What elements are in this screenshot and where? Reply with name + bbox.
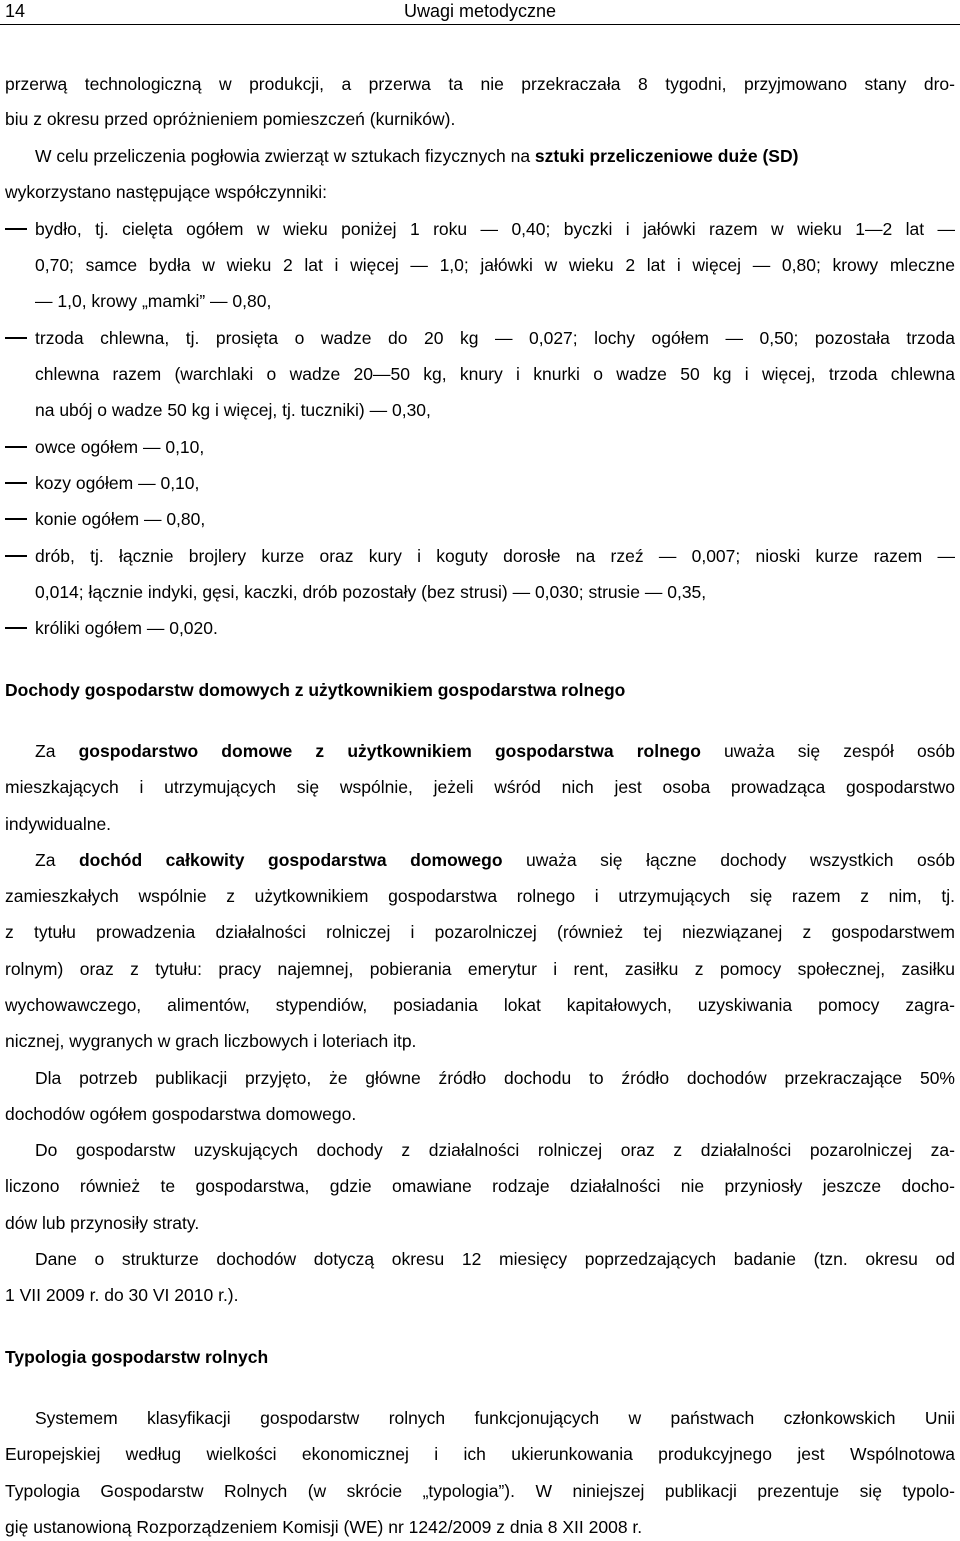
text-line: Dane o strukturze dochodów dotyczą okresu 12 miesięcy poprzedzających badanie (tzn. okresu od [35,1249,955,1269]
text-line: zamieszkałych wspólnie z użytkownikiem gospodarstwa rolnego i utrzymujących się razem z nim, tj. [5,886,955,906]
section-heading: Typologia gospodarstw rolnych [5,1347,269,1367]
text-line: biu z okresu przed opróżnieniem pomieszczeń (kurników). [5,109,456,129]
bold-term: sztuki przeliczeniowe duże (SD) [534,146,799,166]
text-line: wychowawczego, alimentów, stypendiów, posiadania lokat kapitałowych, uzyskiwania pomocy zagra- [5,995,955,1015]
list-dash [5,555,27,557]
text-line: mieszkających i utrzymujących się wspólnie, jeżeli wśród nich jest osoba prowadząca gospodarstwo [5,777,955,797]
list-item-line: trzoda chlewna, tj. prosięta o wadze do 20 kg — 0,027; lochy ogółem — 0,50; pozostała trzoda [35,328,955,348]
list-item-line: kozy ogółem — 0,10, [35,473,200,493]
list-item-line: bydło, tj. cielęta ogółem w wieku poniżej 1 roku — 0,40; byczki i jałówki razem w wieku 1—2 lat — [35,219,955,239]
text-line: wykorzystano następujące współczynniki: [5,182,327,202]
list-item-line: króliki ogółem — 0,020. [35,618,218,638]
text-line: Dla potrzeb publikacji przyjęto, że główne źródło dochodu to źródło dochodów przekraczające 50% [35,1068,955,1088]
text-line: dów lub przynosiły straty. [5,1213,200,1233]
text-line: liczono również te gospodarstwa, gdzie omawiane rodzaje działalności nie przyniosły jeszcze docho- [5,1176,955,1196]
text-line: rolnym) oraz z tytułu: pracy najemnej, pobierania emerytur i rent, zasiłku z pomocy społecznej, zasiłku [5,959,955,979]
text-line: W celu przeliczenia pogłowia zwierząt w sztukach fizycznych na sztuki przeliczeniowe duże (SD) [35,146,799,166]
text-line: gię ustanowioną Rozporządzeniem Komisji (WE) nr 1242/2009 z dnia 8 XII 2008 r. [5,1517,643,1537]
running-title: Uwagi metodyczne [403,1,557,21]
text-line: Za dochód całkowity gospodarstwa domowego uważa się łączne dochody wszystkich osób [35,850,955,870]
bold-term: dochód całkowity gospodarstwa domowego [78,850,503,870]
bold-term: gospodarstwo domowe z użytkownikiem gospodarstwa rolnego [78,741,701,761]
section-heading: Dochody gospodarstw domowych z użytkownikiem gospodarstwa rolnego [5,680,626,700]
list-item-line: owce ogółem — 0,10, [35,437,205,457]
list-item-line: konie ogółem — 0,80, [35,509,206,529]
text-line: Typologia Gospodarstw Rolnych (w skrócie „typologia”). W niniejszej publikacji prezentuje się typolo- [5,1481,955,1501]
text-line: 1 VII 2009 r. do 30 VI 2010 r.). [5,1285,239,1305]
text-line: dochodów ogółem gospodarstwa domowego. [5,1104,357,1124]
text-line: przerwą technologiczną w produkcji, a przerwa ta nie przekraczała 8 tygodni, przyjmowano stany dro- [5,74,955,94]
text-line: Europejskiej według wielkości ekonomicznej i ich ukierunkowania produkcyjnego jest Wspólnotowa [5,1444,955,1464]
list-dash [5,337,27,339]
list-item-line: na ubój o wadze 50 kg i więcej, tj. tuczniki) — 0,30, [35,400,431,420]
list-item-line: chlewna razem (warchlaki o wadze 20—50 kg, knury i knurki o wadze 50 kg i więcej, trzoda chlewna [35,364,955,384]
list-item-line: 0,014; łącznie indyki, gęsi, kaczki, drób pozostały (bez strusi) — 0,030; strusie — 0,35, [35,582,707,602]
text-line: z tytułu prowadzenia działalności rolniczej i pozarolniczej (również tej niezwiązanej z gospodarstwem [5,922,955,942]
text-line: indywidualne. [5,814,112,834]
list-item-line: drób, tj. łącznie brojlery kurze oraz kury i koguty dorosłe na rzeź — 0,007; nioski kurze razem — [35,546,955,566]
text-line: nicznej, wygranych w grach liczbowych i loteriach itp. [5,1031,417,1051]
page-number: 14 [5,1,26,21]
list-item-line: 0,70; samce bydła w wieku 2 lat i więcej — 1,0; jałówki w wieku 2 lat i więcej — 0,80; krowy mleczne [35,255,955,275]
page-header [0,0,960,25]
list-dash [5,482,27,484]
text-line: Systemem klasyfikacji gospodarstw rolnych funkcjonujących w państwach członkowskich Unii [35,1408,955,1428]
list-dash [5,518,27,520]
text-line: Do gospodarstw uzyskujących dochody z działalności rolniczej oraz z działalności pozarolniczej za- [35,1140,955,1160]
list-item-line: — 1,0, krowy „mamki” — 0,80, [35,291,272,311]
list-dash [5,627,27,629]
list-dash [5,446,27,448]
text-line: Za gospodarstwo domowe z użytkownikiem gospodarstwa rolnego uważa się zespół osób [35,741,955,761]
list-dash [5,228,27,230]
